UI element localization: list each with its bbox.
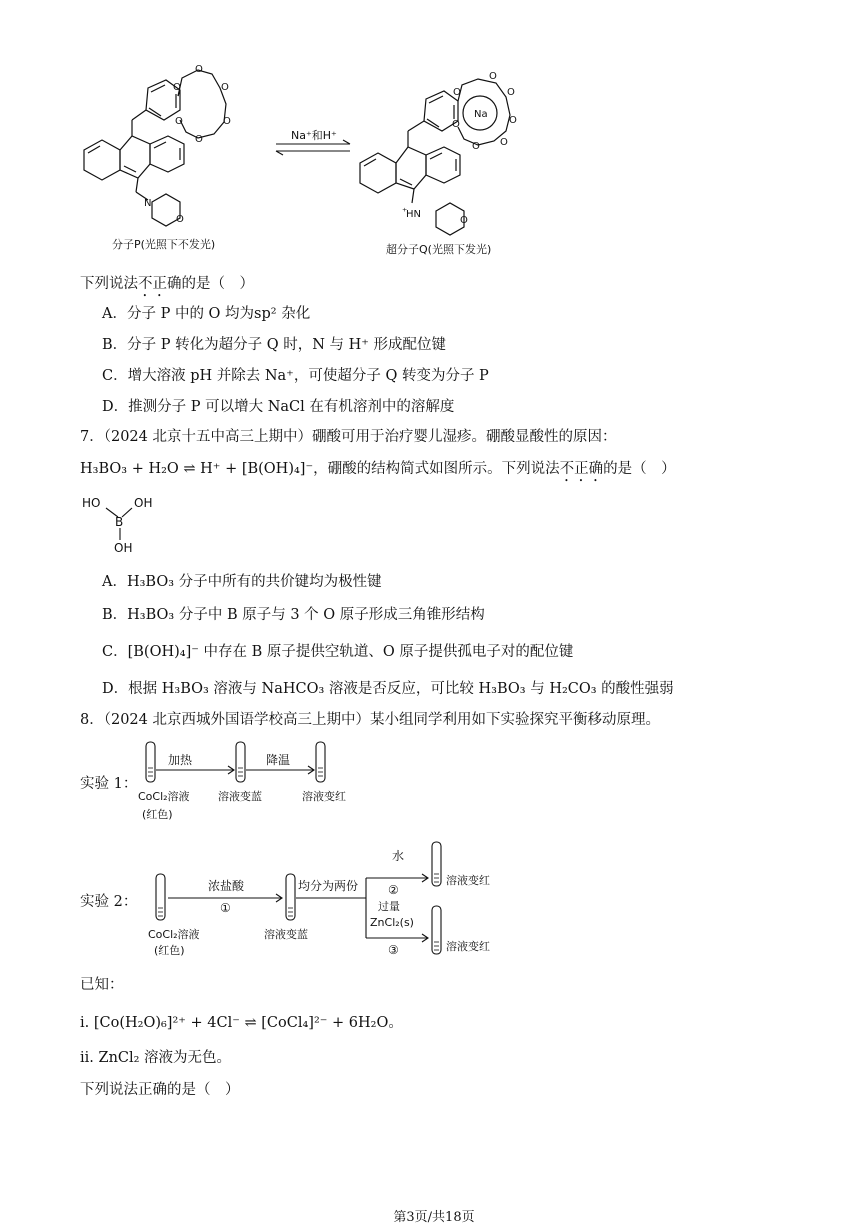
svg-text:O: O	[175, 116, 183, 127]
exp1-label: 实验 1：	[80, 776, 138, 792]
svg-text:O: O	[460, 215, 468, 226]
exp2-label: 实验 2：	[80, 894, 138, 910]
exp1-end: 溶液变红	[302, 790, 346, 803]
exp2-result2: 溶液变红	[446, 874, 490, 887]
q6-option-d[interactable]: D．推测分子 P 可以增大 NaCl 在有机溶剂中的溶解度	[102, 399, 455, 415]
q6-stem: 下列说法不正确的是（ ）	[80, 276, 254, 292]
exp1-step-cool: 降温	[266, 753, 291, 767]
equilibrium-arrows	[272, 140, 354, 156]
svg-text:B: B	[115, 515, 124, 529]
exp2-water: 水	[392, 849, 405, 863]
exp2-excess: 过量	[378, 900, 400, 913]
q6-option-a[interactable]: A．分子 P 中的 O 均为sp² 杂化	[102, 306, 311, 322]
page-footer: 第3页/共18页	[393, 1210, 475, 1225]
q7-option-d[interactable]: D．根据 H₃BO₃ 溶液与 NaHCO₃ 溶液是否反应，可比较 H₃BO₃ 与 H₂CO₃ 的酸性强弱	[102, 681, 674, 697]
svg-text:O: O	[176, 214, 184, 225]
exp2-step3: ③	[388, 943, 399, 957]
supramolecule-q-structure	[350, 71, 540, 260]
boric-acid-structure	[78, 490, 168, 560]
svg-text:O: O	[221, 82, 229, 93]
svg-text:O: O	[472, 141, 480, 152]
svg-text:O: O	[500, 137, 508, 148]
svg-text:OH: OH	[134, 496, 153, 510]
svg-text:O: O	[509, 115, 517, 126]
hn-label: HN	[406, 209, 421, 220]
exp2-reagent: 浓盐酸	[208, 879, 245, 893]
q8-stem: 8．（2024 北京西城外国语学校高三上期中）某小组同学利用如下实验探究平衡移动原理。	[80, 712, 660, 728]
exp2-zncl2: ZnCl₂(s)	[370, 916, 414, 929]
exp1-mid: 溶液变蓝	[218, 790, 262, 803]
svg-text:O: O	[489, 71, 497, 82]
svg-text:⁺: ⁺	[402, 207, 408, 218]
svg-text:O: O	[223, 116, 231, 127]
svg-text:O: O	[195, 134, 203, 145]
q7-equation-line: H₃BO₃ + H₂O ⇌ H⁺ + [B(OH)₄]⁻，硼酸的结构简式如图所示。下列说法不正确的是（ ）	[80, 461, 676, 477]
molecule-p-label: 分子P(光照下不发光)	[112, 238, 216, 251]
exp2-start: CoCl₂溶液	[148, 928, 200, 941]
molecule-p-structure	[70, 60, 260, 255]
q8-known-i: i. [Co(H₂O)₆]²⁺ + 4Cl⁻ ⇌ [CoCl₄]²⁻ + 6H₂O。	[80, 1015, 403, 1031]
supramolecule-q-label: 超分子Q(光照下发光)	[386, 243, 492, 256]
exp2-result3: 溶液变红	[446, 940, 490, 953]
q7-stem: 7．（2024 北京十五中高三上期中）硼酸可用于治疗婴儿湿疹。硼酸显酸性的原因：	[80, 429, 617, 445]
exp2-split: 均分为两份	[298, 879, 359, 893]
q8-known-ii: ii. ZnCl₂ 溶液为无色。	[80, 1050, 232, 1066]
exp1-start: CoCl₂溶液	[138, 790, 190, 803]
svg-text:HO: HO	[82, 496, 101, 510]
q6-option-b[interactable]: B．分子 P 转化为超分子 Q 时，N 与 H⁺ 形成配位键	[102, 337, 447, 353]
q7-option-c[interactable]: C．[B(OH)₄]⁻ 中存在 B 原子提供空轨道、O 原子提供孤电子对的配位键	[102, 644, 574, 660]
na-ion-label: Na	[474, 109, 488, 120]
svg-text:O: O	[453, 87, 461, 98]
exp2-step1: ①	[220, 901, 231, 915]
exp1-step-heat: 加热	[168, 753, 193, 767]
q6-option-c[interactable]: C．增大溶液 pH 并除去 Na⁺，可使超分子 Q 转变为分子 P	[102, 368, 489, 384]
exp2-step2: ②	[388, 883, 399, 897]
exp2-mid: 溶液变蓝	[264, 928, 308, 941]
exp2-diagram	[148, 842, 518, 962]
svg-text:O: O	[195, 64, 203, 75]
q7-option-b[interactable]: B．H₃BO₃ 分子中 B 原子与 3 个 O 原子形成三角锥形结构	[102, 607, 485, 623]
svg-text:O: O	[507, 87, 515, 98]
q8-question: 下列说法正确的是（ ）	[80, 1082, 240, 1098]
q7-equation: H₃BO₃ + H₂O ⇌ H⁺ + [B(OH)₄]⁻	[80, 461, 314, 477]
svg-text:OH: OH	[114, 541, 133, 555]
equilibrium-arrow-label: Na⁺和H⁺	[291, 129, 337, 142]
svg-text:O: O	[452, 119, 460, 130]
q7-option-a[interactable]: A．H₃BO₃ 分子中所有的共价键均为极性键	[102, 574, 382, 590]
q8-known: 已知：	[80, 977, 124, 993]
exp2-start-note: (红色)	[154, 944, 185, 957]
svg-text:N: N	[144, 198, 152, 209]
svg-text:O: O	[173, 82, 181, 93]
exp1-start-note: (红色)	[142, 808, 173, 821]
exp1-diagram	[138, 738, 368, 828]
